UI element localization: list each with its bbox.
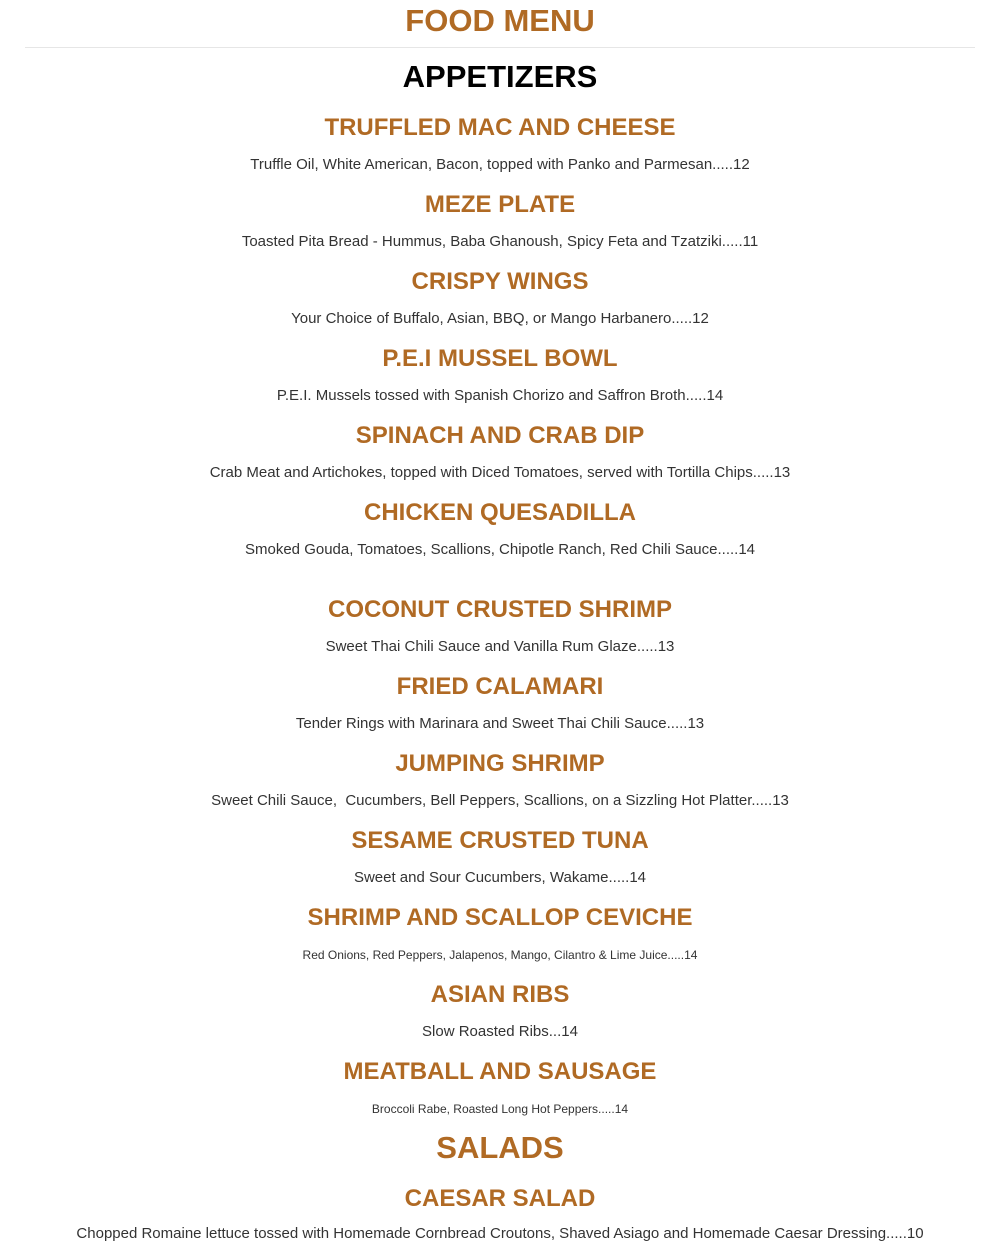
menu-item-description: Sweet Thai Chili Sauce and Vanilla Rum Glaze.....13 bbox=[325, 638, 675, 655]
menu-item-description: Your Choice of Buffalo, Asian, BBQ, or Mango Harbanero.....12 bbox=[291, 310, 709, 327]
menu-item-description: Red Onions, Red Peppers, Jalapenos, Mango, Cilantro & Lime Juice.....14 bbox=[302, 948, 698, 962]
menu-item-name: FRIED CALAMARI bbox=[396, 673, 604, 700]
menu-item-description: Chopped Romaine lettuce tossed with Homemade Cornbread Croutons, Shaved Asiago and Homemade Caesar Dressing.....10 bbox=[76, 1225, 924, 1242]
menu-item-description: Sweet and Sour Cucumbers, Wakame.....14 bbox=[353, 869, 647, 886]
menu-item-name: COCONUT CRUSTED SHRIMP bbox=[327, 596, 672, 623]
menu-item-name: SPINACH AND CRAB DIP bbox=[355, 422, 645, 449]
menu-item-description: Tender Rings with Marinara and Sweet Thai Chili Sauce.....13 bbox=[295, 715, 705, 732]
menu-item-description: Slow Roasted Ribs...14 bbox=[422, 1023, 578, 1040]
menu-item-name: JUMPING SHRIMP bbox=[395, 750, 605, 777]
menu-item-name: CRISPY WINGS bbox=[411, 268, 589, 295]
menu-item-name: SESAME CRUSTED TUNA bbox=[351, 827, 649, 854]
menu-item-name: CHICKEN QUESADILLA bbox=[363, 499, 636, 526]
menu-item-name: MEZE PLATE bbox=[424, 191, 576, 218]
menu-item-name: SHRIMP AND SCALLOP CEVICHE bbox=[307, 904, 693, 931]
title-divider bbox=[25, 47, 975, 48]
menu-item-description: Sweet Chili Sauce, Cucumbers, Bell Peppers, Scallions, on a Sizzling Hot Platter.....13 bbox=[211, 792, 789, 809]
page-title: FOOD MENU bbox=[405, 3, 595, 38]
menu-item-name: P.E.I MUSSEL BOWL bbox=[382, 345, 618, 372]
menu-item-description: P.E.I. Mussels tossed with Spanish Chorizo and Saffron Broth.....14 bbox=[276, 387, 724, 404]
menu-item-name: TRUFFLED MAC AND CHEESE bbox=[324, 114, 676, 141]
menu-item-name: MEATBALL AND SAUSAGE bbox=[343, 1058, 657, 1085]
menu-item-description: Toasted Pita Bread - Hummus, Baba Ghanoush, Spicy Feta and Tzatziki.....11 bbox=[241, 233, 759, 250]
menu-item-name: ASIAN RIBS bbox=[430, 981, 570, 1008]
section-heading-appetizers: APPETIZERS bbox=[402, 59, 598, 94]
menu-item-description: Crab Meat and Artichokes, topped with Diced Tomatoes, served with Tortilla Chips.....13 bbox=[209, 464, 791, 481]
menu-item-description: Smoked Gouda, Tomatoes, Scallions, Chipotle Ranch, Red Chili Sauce.....14 bbox=[245, 541, 755, 558]
menu-item-name: CAESAR SALAD bbox=[404, 1185, 596, 1212]
menu-item-description: Broccoli Rabe, Roasted Long Hot Peppers.....14 bbox=[371, 1102, 629, 1116]
menu-item-description: Truffle Oil, White American, Bacon, topped with Panko and Parmesan.....12 bbox=[250, 156, 750, 173]
section-heading-salads: SALADS bbox=[436, 1130, 564, 1165]
